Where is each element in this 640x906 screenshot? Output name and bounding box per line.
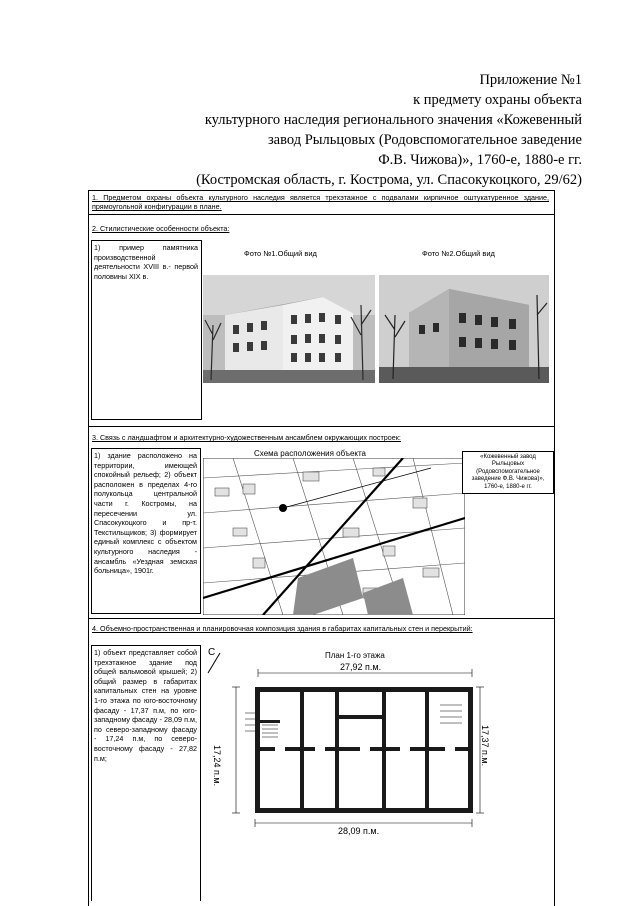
header-line: (Костромская область, г. Кострома, ул. Спасокукоцкого, 29/62): [196, 172, 582, 188]
header-line: Ф.В. Чижова)», 1760-е, 1880-е гг.: [378, 152, 582, 168]
appendix-title: Приложение №1: [479, 72, 582, 88]
section-4-title: 4. Объемно-пространственная и планировочная композиция здания в габаритах капитальных стен и перекрытий:: [92, 624, 473, 633]
section-1: [88, 193, 553, 211]
section-4-text: 1) объект представляет собой трехэтажное здание под общей вальмовой крышей; 2) общий размер в габаритах капитальных стен на уровне 1-го этажа по юго-восточному фасаду - 17,37 п.м, по юго-западному фасаду - 28,09 п.м, по северо-западному фасаду - 17,24 п.м, по северо-восточному фасаду - 27,82 п.м;: [94, 648, 197, 763]
document-header: [122, 70, 582, 190]
divider: [88, 618, 554, 619]
section-1-title: 1. Предметом охраны объекта культурного наследия является трехэтажное с подвалами кирпичное оштукатуренное здание, прямоугольной конфигурации в плане.: [92, 193, 549, 211]
section-4: [88, 624, 553, 633]
section-3-title: 3. Связь с ландшафтом и архитектурно-художественным ансамблем окружающих построек:: [92, 433, 401, 442]
north-arrow-icon: [208, 653, 220, 673]
header-line: завод Рыльцовых (Родовспомогательное заведение: [267, 132, 582, 148]
location-map: [203, 458, 465, 615]
floor-plan: [200, 645, 490, 830]
section-2-text: 1) пример памятника производственной деятельности XVIII в.- первой половины XIX в.: [94, 243, 198, 281]
photo-1-caption: Фото №1.Общий вид: [244, 249, 317, 258]
map-title: Схема расположения объекта: [254, 449, 366, 458]
photo-1-building: [203, 275, 375, 383]
dimension-top: 27,92 п.м.: [340, 662, 382, 672]
header-line: к предмету охраны объекта: [413, 92, 582, 108]
dimension-left: 17,24 п.м.: [212, 745, 222, 787]
plan-title: План 1-го этажа: [325, 651, 385, 660]
north-label: С: [208, 647, 216, 658]
divider: [88, 426, 554, 427]
section-2-title: 2. Стилистические особенности объекта:: [92, 224, 230, 233]
photo-2-building: [379, 275, 549, 383]
divider: [88, 214, 554, 215]
section-2: [88, 224, 553, 233]
section-3: [88, 433, 553, 442]
section-3-text: 1) здание расположено на территории, имеющей спокойный рельеф; 2) объект расположен в пределах 4-го полукольца центральной части г. Костромы, на пересечении ул. Спасокукоцкого и пр-т. Текстильщиков; 3) формирует единый комплекс с объектом культурного наследия - ансамбль «Уездная земская больница», 1901г.: [94, 451, 197, 576]
dimension-bottom: 28,09 п.м.: [338, 826, 380, 836]
map-legend: «Кожевенный завод Рыльцовых (Родовспомогательное заведение Ф.В. Чижова)», 1760-е, 1880-е гг.: [462, 451, 554, 494]
dimension-right: 17,37 п.м.: [480, 725, 490, 767]
header-line: культурного наследия регионального значения «Кожевенный: [204, 112, 582, 128]
photo-2-caption: Фото №2.Общий вид: [422, 249, 495, 258]
